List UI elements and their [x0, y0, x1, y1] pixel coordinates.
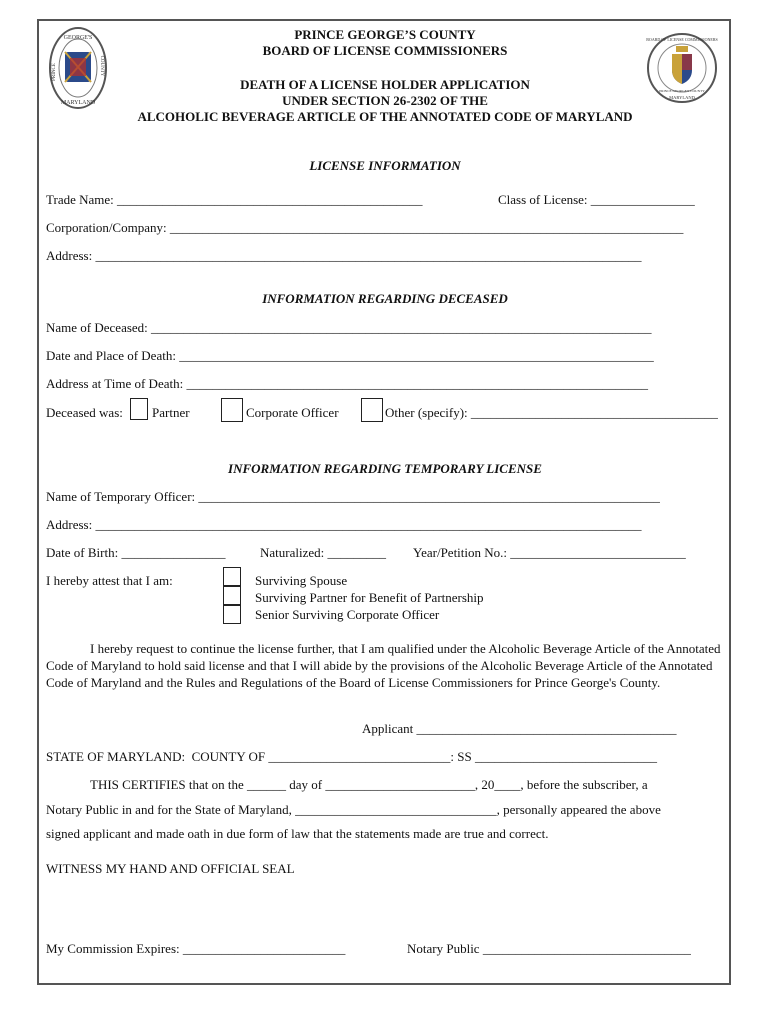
certifies-line[interactable]: THIS CERTIFIES that on the ______ day of _______________________, 20____, before the subscriber, a — [90, 777, 648, 792]
other-checkbox[interactable] — [361, 398, 383, 422]
seal-right-bottom-text: MARYLAND — [669, 95, 695, 100]
year-petition-field[interactable]: Year/Petition No.: ___________________________ — [413, 545, 686, 560]
oath-statement: signed applicant and made oath in due form of law that the statements made are true and correct. — [46, 826, 549, 841]
surviving-spouse-checkbox[interactable] — [223, 567, 241, 586]
state-county-line[interactable]: STATE OF MARYLAND: COUNTY OF ____________________________: SS ____________________________ — [46, 749, 657, 764]
temporary-address-field[interactable]: Address: ____________________________________________________________________________________ — [46, 517, 642, 532]
header-application-title: DEATH OF A LICENSE HOLDER APPLICATION — [240, 77, 530, 92]
deceased-was-label: Deceased was: — [46, 405, 123, 420]
date-of-birth-field[interactable]: Date of Birth: ________________ — [46, 545, 226, 560]
other-specify-field[interactable]: Other (specify): ______________________________________ — [385, 405, 718, 420]
surviving-partner-checkbox[interactable] — [223, 586, 241, 605]
corporation-field[interactable]: Corporation/Company: _______________________________________________________________________________ — [46, 220, 684, 235]
corporate-officer-option-label: Corporate Officer — [246, 405, 339, 420]
partner-option-label: Partner — [152, 405, 190, 420]
naturalized-field[interactable]: Naturalized: _________ — [260, 545, 386, 560]
section-title-temporary: INFORMATION REGARDING TEMPORARY LICENSE — [228, 461, 542, 476]
death-address-field[interactable]: Address at Time of Death: _______________________________________________________________________ — [46, 376, 648, 391]
senior-officer-label: Senior Surviving Corporate Officer — [255, 607, 440, 622]
surviving-partner-label: Surviving Partner for Benefit of Partnership — [255, 590, 484, 605]
senior-officer-checkbox[interactable] — [223, 605, 241, 624]
header-county: PRINCE GEORGE’S COUNTY — [294, 27, 476, 42]
header-section: UNDER SECTION 26-2302 OF THE — [282, 93, 488, 108]
trade-name-field[interactable]: Trade Name: _______________________________________________ — [46, 192, 423, 207]
license-address-field[interactable]: Address: ____________________________________________________________________________________ — [46, 248, 642, 263]
seal-left-right-text: COUNTY — [99, 55, 104, 77]
section-title-license-info: LICENSE INFORMATION — [309, 158, 461, 173]
deceased-name-field[interactable]: Name of Deceased: _____________________________________________________________________________ — [46, 320, 652, 335]
seal-left-top-text: GEORGE'S — [63, 35, 93, 41]
surviving-spouse-label: Surviving Spouse — [255, 573, 348, 588]
seal-left-left-text: PRINCE — [52, 63, 57, 81]
attest-label: I hereby attest that I am: — [46, 573, 173, 588]
applicant-signature-field[interactable]: Applicant ________________________________________ — [362, 721, 677, 736]
header-article: ALCOHOLIC BEVERAGE ARTICLE OF THE ANNOTATED CODE OF MARYLAND — [137, 109, 633, 124]
death-date-place-field[interactable]: Date and Place of Death: _________________________________________________________________________ — [46, 348, 654, 363]
corporate-officer-checkbox[interactable] — [221, 398, 243, 422]
seal-left-bottom-text: MARYLAND — [60, 100, 96, 106]
temporary-officer-field[interactable]: Name of Temporary Officer: _______________________________________________________________________ — [46, 489, 660, 504]
class-of-license-field[interactable]: Class of License: ________________ — [498, 192, 695, 207]
header-board: BOARD OF LICENSE COMMISSIONERS — [262, 43, 508, 58]
witness-statement: WITNESS MY HAND AND OFFICIAL SEAL — [46, 861, 295, 876]
partner-checkbox[interactable] — [130, 398, 148, 420]
request-paragraph: I hereby request to continue the license further, that I am qualified under the Alcoholic Beverage Article of the Annotated Code of Maryland to hold said license and that I will abide by the provisions of the Alcoholic Beverage Article of the Annotated Code of Maryland and the Rules and Regulations of the Board of License Commissioners for Prince George's County. — [46, 641, 721, 690]
notary-public-signature-field[interactable]: Notary Public ________________________________ — [407, 941, 691, 956]
seal-right-top-text: BOARD OF LICENSE COMMISSIONERS — [646, 37, 718, 42]
section-title-deceased: INFORMATION REGARDING DECEASED — [262, 291, 508, 306]
notary-state-line[interactable]: Notary Public in and for the State of Maryland, _______________________________, personally appeared the above — [46, 802, 661, 817]
seal-right-inner-text: PRINCE GEORGE'S COUNTY — [659, 89, 705, 93]
commission-expires-field[interactable]: My Commission Expires: _________________________ — [46, 941, 346, 956]
